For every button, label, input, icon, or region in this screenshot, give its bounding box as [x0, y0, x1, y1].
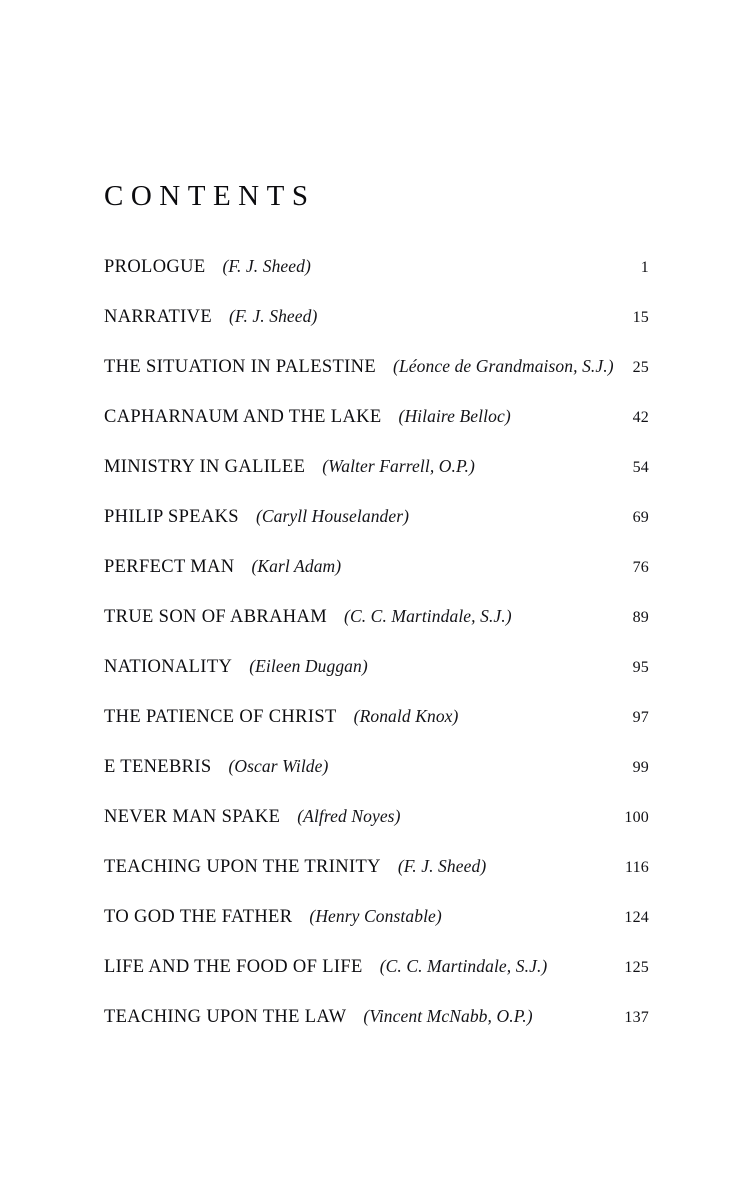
- toc-entry-page-number: 1: [640, 259, 649, 276]
- toc-entry-title: E TENEBRIS: [104, 757, 212, 777]
- toc-entry-text: [104, 558, 615, 577]
- toc-entry-title: NEVER MAN SPAKE: [104, 807, 281, 827]
- toc-entry[interactable]: [104, 758, 649, 808]
- toc-entry-author: (Ronald Knox): [353, 706, 459, 726]
- toc-entry-page-number: 99: [632, 759, 649, 776]
- toc-entry-page-number: 15: [632, 309, 649, 326]
- toc-entry-author: (Oscar Wilde): [228, 756, 329, 776]
- toc-entry-author: (C. C. Martindale, S.J.): [344, 606, 512, 626]
- toc-entry-title: TEACHING UPON THE LAW: [104, 1007, 347, 1027]
- toc-entry-author: (Alfred Noyes): [297, 806, 401, 826]
- toc-entry-author: (Caryll Houselander): [255, 506, 410, 526]
- toc-entry[interactable]: [104, 958, 649, 1008]
- toc-entry-page-number: 54: [632, 459, 649, 476]
- toc-entry[interactable]: [104, 508, 649, 558]
- toc-entry-text: [104, 1008, 615, 1027]
- toc-entry-text: [104, 608, 615, 627]
- toc-entry-title: NATIONALITY: [104, 657, 233, 677]
- toc-entry-page-number: 137: [624, 1009, 649, 1026]
- toc-entry-text: [104, 508, 615, 527]
- toc-entry[interactable]: [104, 408, 649, 458]
- toc-entry-title: TEACHING UPON THE TRINITY: [104, 857, 381, 877]
- toc-entry-page-number: 95: [632, 659, 649, 676]
- toc-entry[interactable]: [104, 658, 649, 708]
- toc-entry-author: (Hilaire Belloc): [398, 406, 511, 426]
- toc-entry-author: (C. C. Martindale, S.J.): [379, 956, 548, 976]
- toc-entry[interactable]: [104, 708, 649, 758]
- toc-entry-title: NARRATIVE: [104, 307, 212, 327]
- table-of-contents-list: [104, 258, 649, 1058]
- toc-entry-author: (F. J. Sheed): [222, 256, 311, 276]
- toc-entry-text: [104, 758, 615, 777]
- toc-entry-text: [104, 658, 615, 677]
- toc-entry-title: PHILIP SPEAKS: [104, 507, 239, 527]
- toc-entry-page-number: 76: [632, 559, 649, 576]
- toc-entry-text: [104, 258, 615, 277]
- toc-entry-title: PROLOGUE: [104, 257, 206, 277]
- toc-entry-text: [104, 358, 615, 377]
- toc-entry-author: (F. J. Sheed): [397, 856, 487, 876]
- toc-entry-title: TO GOD THE FATHER: [104, 907, 293, 927]
- toc-entry-title: PERFECT MAN: [104, 557, 235, 577]
- toc-entry-author: (Walter Farrell, O.P.): [322, 456, 475, 476]
- toc-entry-title: TRUE SON OF ABRAHAM: [104, 607, 328, 627]
- toc-entry[interactable]: [104, 858, 649, 908]
- toc-entry-title: THE SITUATION IN PALESTINE: [104, 357, 377, 377]
- toc-entry[interactable]: [104, 608, 649, 658]
- toc-entry-page-number: 116: [624, 859, 649, 876]
- toc-entry[interactable]: [104, 558, 649, 608]
- toc-entry-page-number: 97: [632, 709, 649, 726]
- toc-entry-text: [104, 308, 615, 327]
- toc-entry-page-number: 89: [632, 609, 649, 626]
- toc-entry-author: (Henry Constable): [309, 906, 442, 926]
- toc-entry[interactable]: [104, 258, 649, 308]
- toc-entry-page-number: 124: [624, 909, 649, 926]
- toc-entry-text: [104, 408, 615, 427]
- toc-entry-title: CAPHARNAUM AND THE LAKE: [104, 407, 382, 427]
- toc-entry[interactable]: [104, 358, 649, 408]
- page-title: CONTENTS: [104, 180, 316, 212]
- toc-entry[interactable]: [104, 308, 649, 358]
- toc-entry[interactable]: [104, 458, 649, 508]
- toc-entry-text: [104, 808, 615, 827]
- toc-entry-title: LIFE AND THE FOOD OF LIFE: [104, 957, 363, 977]
- toc-entry-text: [104, 708, 615, 727]
- toc-entry-page-number: 69: [632, 509, 649, 526]
- toc-entry[interactable]: [104, 1008, 649, 1058]
- toc-entry-text: [104, 458, 615, 477]
- toc-entry-text: [104, 908, 615, 927]
- toc-entry[interactable]: [104, 908, 649, 958]
- toc-entry[interactable]: [104, 808, 649, 858]
- toc-entry-author: (Eileen Duggan): [249, 656, 368, 676]
- toc-entry-page-number: 25: [632, 359, 649, 376]
- toc-entry-page-number: 42: [632, 409, 649, 426]
- toc-entry-title: MINISTRY IN GALILEE: [104, 457, 306, 477]
- contents-block: [104, 182, 649, 1058]
- toc-entry-author: (Karl Adam): [251, 556, 342, 576]
- toc-entry-title: THE PATIENCE OF CHRIST: [104, 707, 337, 727]
- toc-entry-page-number: 100: [624, 809, 649, 826]
- toc-entry-author: (Léonce de Grandmaison, S.J.): [393, 356, 614, 376]
- toc-entry-text: [104, 958, 615, 977]
- toc-entry-page-number: 125: [624, 959, 649, 976]
- toc-entry-author: (F. J. Sheed): [228, 306, 318, 326]
- toc-entry-text: [104, 858, 615, 877]
- toc-entry-author: (Vincent McNabb, O.P.): [363, 1006, 533, 1026]
